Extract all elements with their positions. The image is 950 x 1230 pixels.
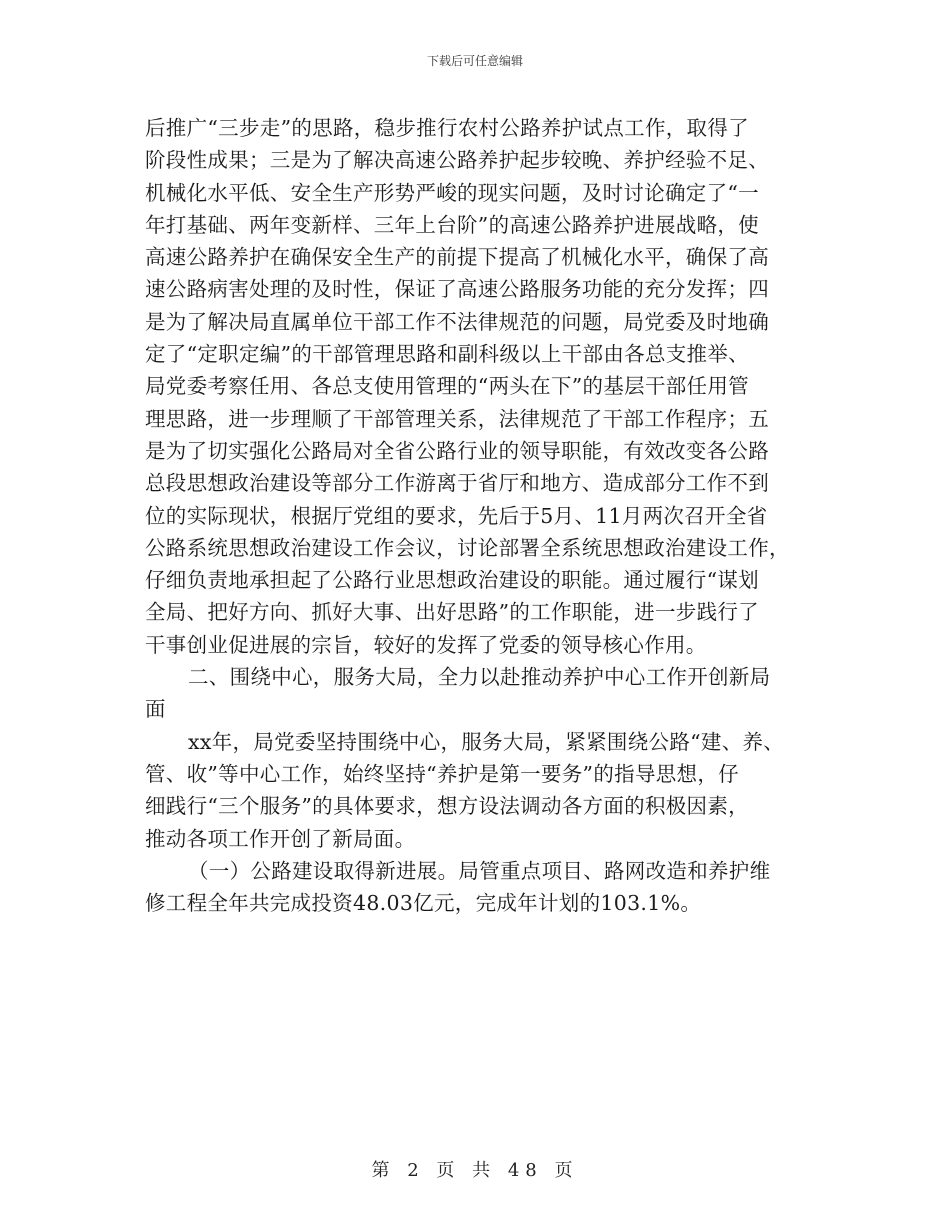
text-line: 推动各项工作开创了新局面。 <box>145 826 416 851</box>
text-line: 速公路病害处理的及时性，保证了高速公路服务功能的充分发挥；四 <box>145 277 769 302</box>
text-line: 理思路，进一步理顺了干部管理关系，法律规范了干部工作程序；五 <box>145 406 769 431</box>
text-line: 总段思想政治建设等部分工作游离于省厅和地方、造成部分工作不到 <box>145 471 769 496</box>
text-line: 管、收”等中心工作，始终坚持“养护是第一要务”的指导思想，仔 <box>145 761 739 786</box>
text-line: 修工程全年共完成投资48.03亿元，完成年计划的103.1%。 <box>145 891 702 916</box>
text-line: 年打基础、两年变新样、三年上台阶”的高速公路养护进展战略，使 <box>145 212 759 237</box>
paragraph <box>145 855 810 920</box>
text-line: 机械化水平低、安全生产形势严峻的现实问题，及时讨论确定了“一 <box>145 180 759 205</box>
text-line: 是为了切实强化公路局对全省公路行业的领导职能，有效改变各公路 <box>145 438 769 463</box>
text-line: 位的实际现状，根据厅党组的要求，先后于5月、11月两次召开全省 <box>145 503 768 528</box>
text-line: 高速公路养护在确保安全生产的前提下提高了机械化水平，确保了高 <box>145 245 769 270</box>
text-line: 是为了解决局直属单位干部工作不法律规范的问题，局党委及时地确 <box>145 309 769 334</box>
text-line: 公路系统思想政治建设工作会议，讨论部署全系统思想政治建设工作， <box>145 535 790 560</box>
text-line: 细践行“三个服务”的具体要求，想方设法调动各方面的积极因素， <box>145 794 749 819</box>
text-line: 后推广“三步走”的思路，稳步推行农村公路养护试点工作，取得了 <box>145 116 749 140</box>
document-body <box>145 112 810 919</box>
paragraph-continuation <box>145 112 810 661</box>
section-heading <box>145 661 810 726</box>
text-line: 定了“定职定编”的干部管理思路和副科级以上干部由各总支推举、 <box>145 342 749 367</box>
page-number: 第 2 页 共 48 页 <box>371 1160 579 1181</box>
heading-line: 二、围绕中心，服务大局，全力以赴推动养护中心工作开创新局 <box>188 665 771 690</box>
text-line: 全局、把好方向、抓好大事、出好思路”的工作职能，进一步践行了 <box>145 600 759 625</box>
text-line: 局党委考察任用、各总支使用管理的“两头在下”的基层干部任用管 <box>145 374 749 399</box>
text-line: （一）公路建设取得新进展。局管重点项目、路网改造和养护维 <box>188 858 771 883</box>
text-line: 仔细负责地承担起了公路行业思想政治建设的职能。通过履行“谋划 <box>145 568 759 593</box>
page-header: 下载后可任意编辑 <box>426 54 523 68</box>
paragraph <box>145 726 810 855</box>
text-line: xx年，局党委坚持围绕中心，服务大局，紧紧围绕公路“建、养、 <box>188 729 785 754</box>
text-line: 阶段性成果；三是为了解决高速公路养护起步较晚、养护经验不足、 <box>145 148 769 173</box>
text-line: 干事创业促进展的宗旨，较好的发挥了党委的领导核心作用。 <box>145 632 707 657</box>
heading-line: 面 <box>145 697 166 722</box>
